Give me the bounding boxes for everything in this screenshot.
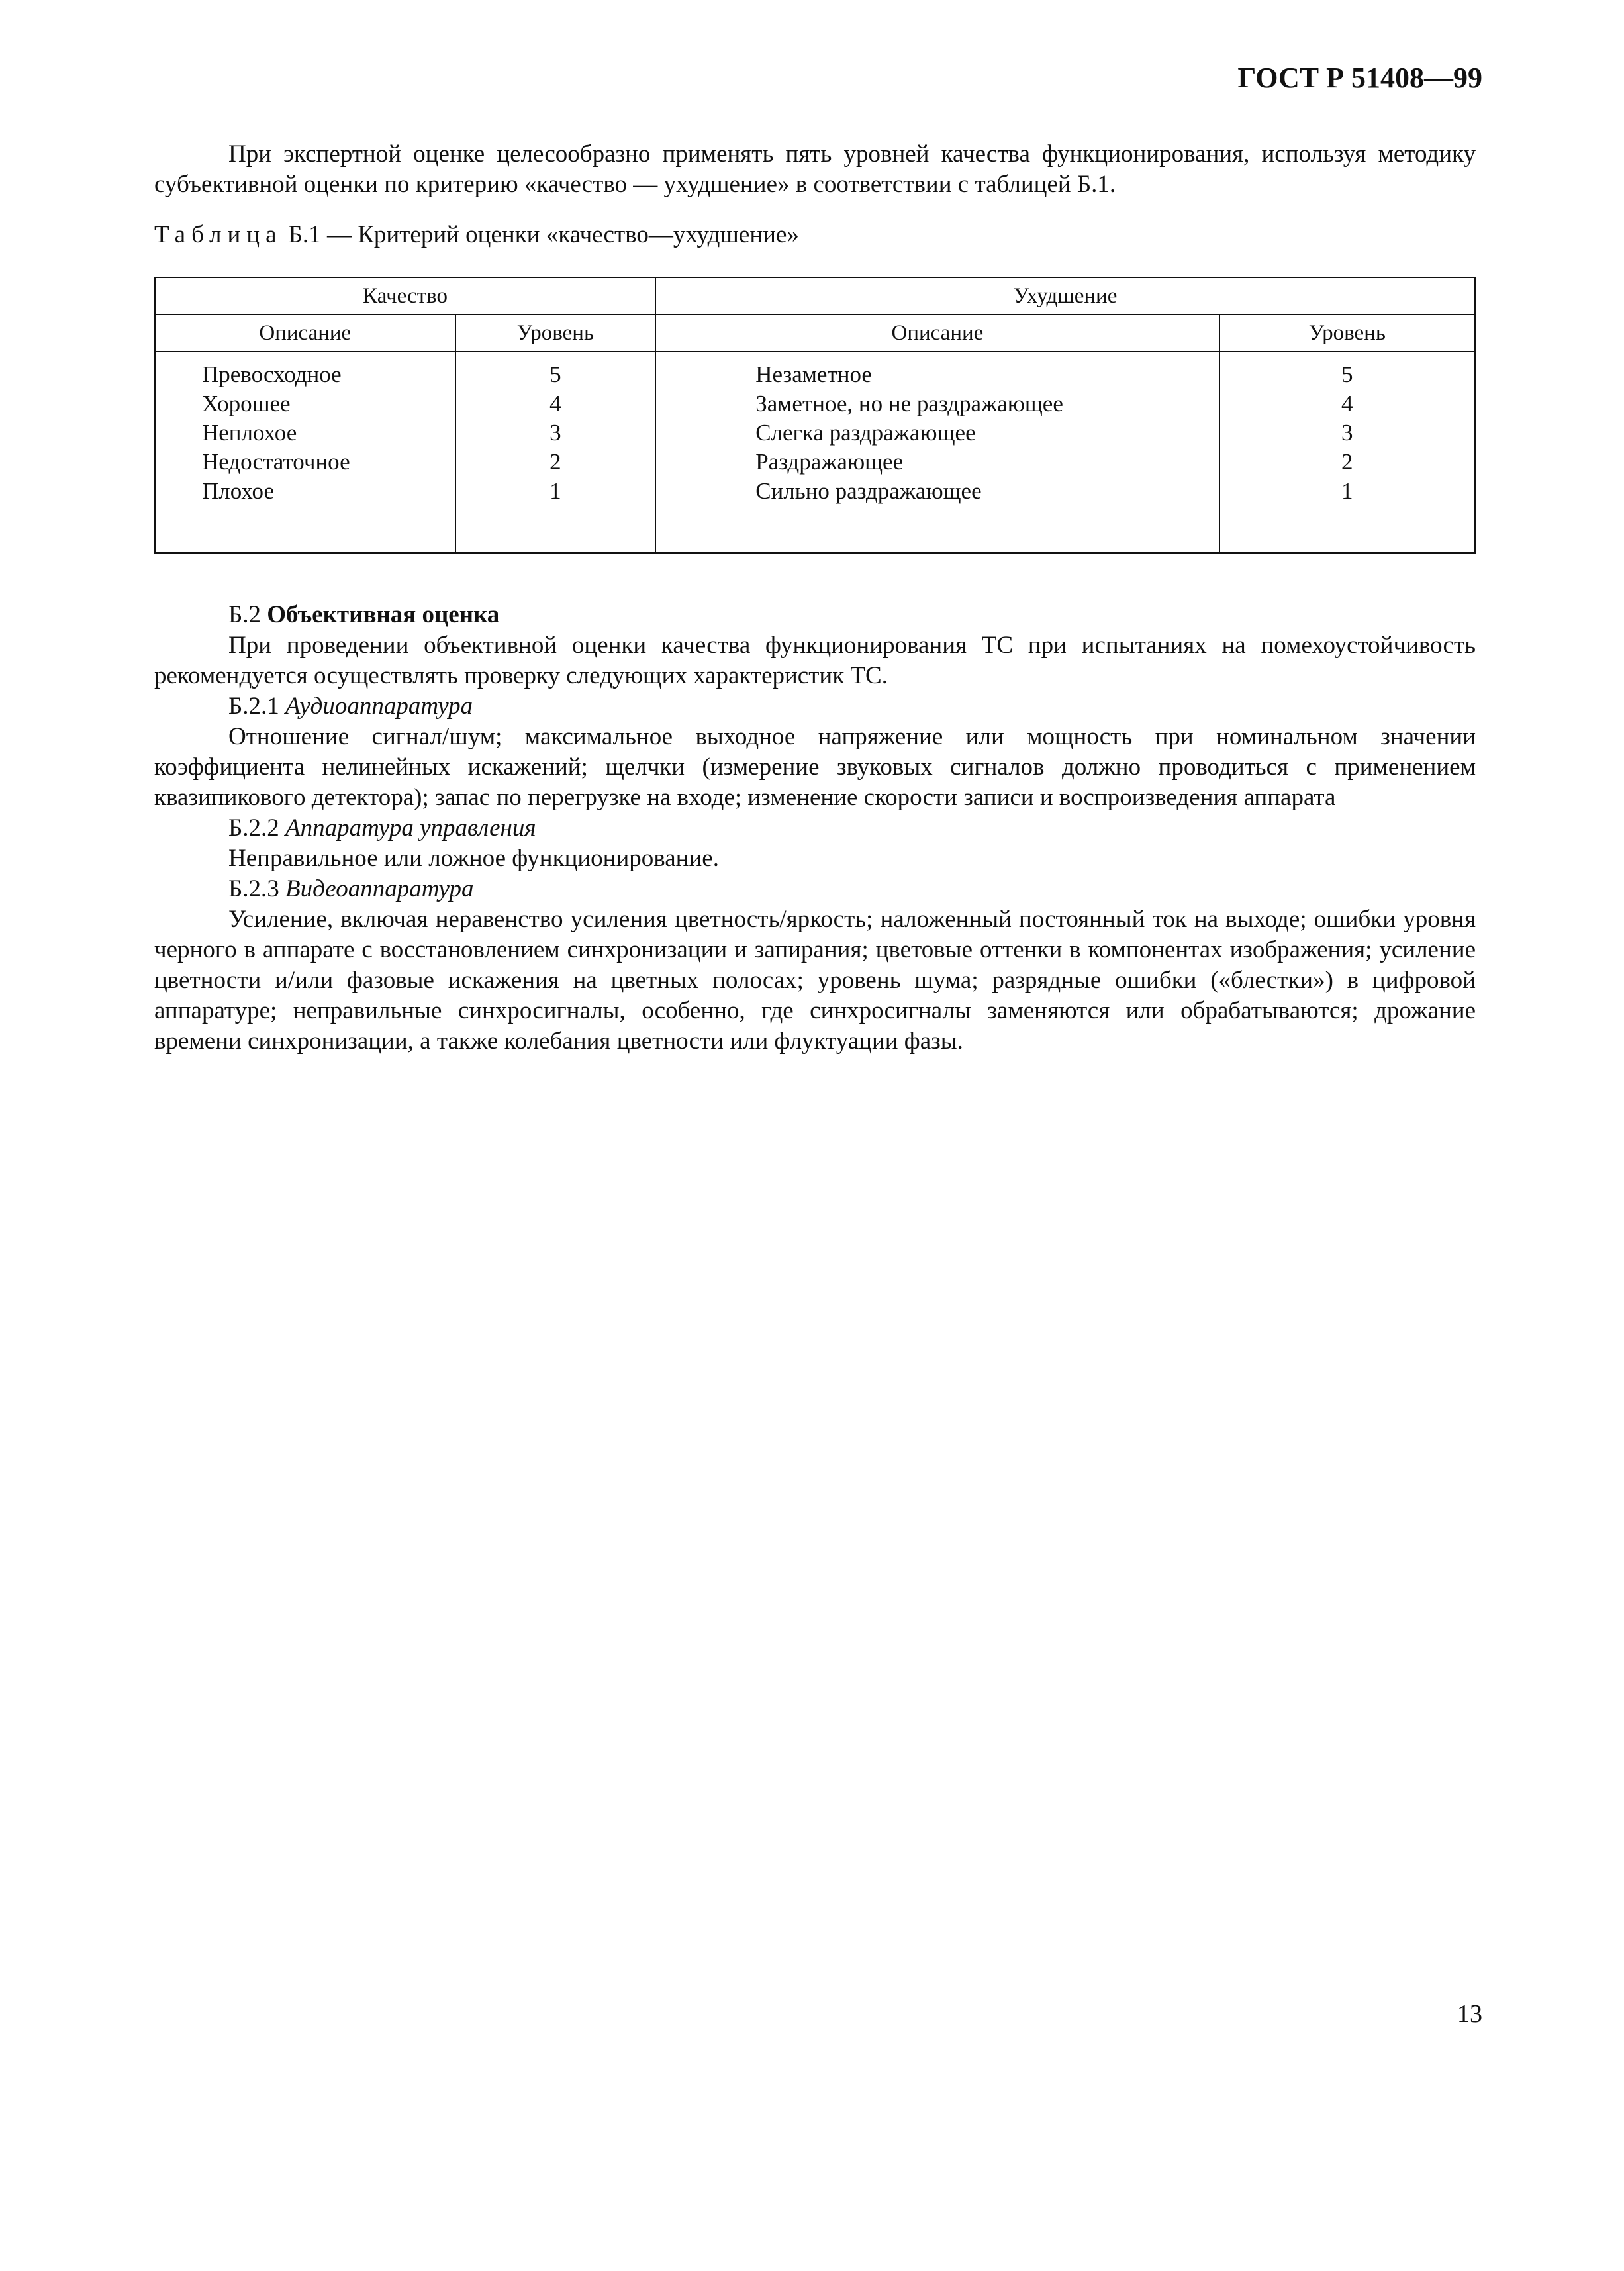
table-cell: 3: [1341, 420, 1353, 446]
table-cell: Заметное, но не раздражающее: [755, 391, 1063, 416]
group-header-quality: Качество: [155, 277, 655, 314]
subsection-title: Аппаратура управления: [285, 814, 536, 842]
subsection-b21-heading: [154, 691, 1476, 722]
table-caption-text: Б.1 — Критерий оценки «качество—ухудшение»: [282, 221, 799, 248]
degradation-description-cell: [655, 352, 1219, 553]
subsection-b21-text: Отношение сигнал/шум; максимальное выходное напряжение или мощность при номинальном значении коэффициента нелинейных искажений; щелчки (измерение звуковых сигналов должно проводиться с применением квазипикового детектора); запас по перегрузке на входе; изменение скорости записи и воспроизведения аппарата: [154, 723, 1476, 811]
column-header-quality-description: Описание: [155, 314, 455, 352]
table-column-header-row: [155, 314, 1475, 352]
table-cell: Превосходное: [202, 362, 342, 387]
section-title: Объективная оценка: [267, 601, 500, 628]
section-b2-paragraph: При проведении объективной оценки качества функционирования ТС при испытаниях на помехоустойчивость рекомендуется осуществлять проверку следующих характеристик ТС.: [154, 632, 1476, 689]
table-cell: Незаметное: [755, 362, 872, 387]
table-caption-label: Таблица: [154, 221, 283, 248]
table-cell: Раздражающее: [755, 449, 904, 475]
table-body-row: [155, 352, 1475, 553]
table-cell: 4: [1341, 391, 1353, 416]
table-cell: Неплохое: [202, 420, 297, 446]
subsection-b22-heading: [154, 813, 1476, 844]
intro-paragraph: При экспертной оценке целесообразно применять пять уровней качества функционирования, используя методику субъективной оценки по критерию «качество — ухудшение» в соответствии с таблицей Б.1.: [154, 140, 1476, 198]
column-header-quality-level: Уровень: [455, 314, 656, 352]
table-cell: 1: [549, 478, 561, 504]
quality-description-cell: [155, 352, 455, 553]
table-cell: 2: [549, 449, 561, 475]
table-cell: 4: [549, 391, 561, 416]
subsection-title: Видеоаппаратура: [285, 875, 474, 902]
column-header-degradation-level: Уровень: [1219, 314, 1475, 352]
table-group-header-row: [155, 277, 1475, 314]
section-b2-heading: [154, 600, 1476, 630]
subsection-number: Б.2.2: [228, 814, 285, 842]
subsection-b23-text: Усиление, включая неравенство усиления цветность/яркость; наложенный постоянный ток на выходе; ошибки уровня черного в аппарате с восстановлением синхронизации и запирания; цветовые оттенки в компонентах изображения; усиление цветности и/или фазовые искажения на цветных полосах; уровень шума; разрядные ошибки («блестки») в цифровой аппаратуре; неправильные синхросигналы, особенно, где синхросигналы заменяются или обрабатываются; дрожание времени синхронизации, а также колебания цветности или флуктуации фазы.: [154, 906, 1476, 1055]
table-cell: Хорошее: [202, 391, 291, 416]
table-cell: 2: [1341, 449, 1353, 475]
section-number: Б.2: [228, 601, 267, 628]
table-caption: [154, 220, 1476, 250]
quality-level-cell: [455, 352, 656, 553]
table-cell: Плохое: [202, 478, 274, 504]
table-cell: Слегка раздражающее: [755, 420, 976, 446]
table-cell: Недостаточное: [202, 449, 350, 475]
degradation-level-cell: [1219, 352, 1475, 553]
table-cell: 5: [1341, 362, 1353, 387]
column-header-degradation-description: Описание: [655, 314, 1219, 352]
table-cell: 5: [549, 362, 561, 387]
page-content: [154, 139, 1476, 1057]
subsection-number: Б.2.3: [228, 875, 285, 902]
page-number: 13: [1457, 2000, 1482, 2028]
subsection-number: Б.2.1: [228, 693, 285, 720]
subsection-b23-heading: [154, 874, 1476, 904]
table-cell: Сильно раздражающее: [755, 478, 982, 504]
document-header: ГОСТ Р 51408—99: [1237, 62, 1482, 94]
group-header-degradation: Ухудшение: [655, 277, 1475, 314]
table-cell: 1: [1341, 478, 1353, 504]
subsection-title: Аудиоаппаратура: [285, 693, 473, 720]
quality-degradation-table: [154, 277, 1476, 554]
table-cell: 3: [549, 420, 561, 446]
subsection-b22-text: Неправильное или ложное функционирование.: [228, 845, 719, 872]
